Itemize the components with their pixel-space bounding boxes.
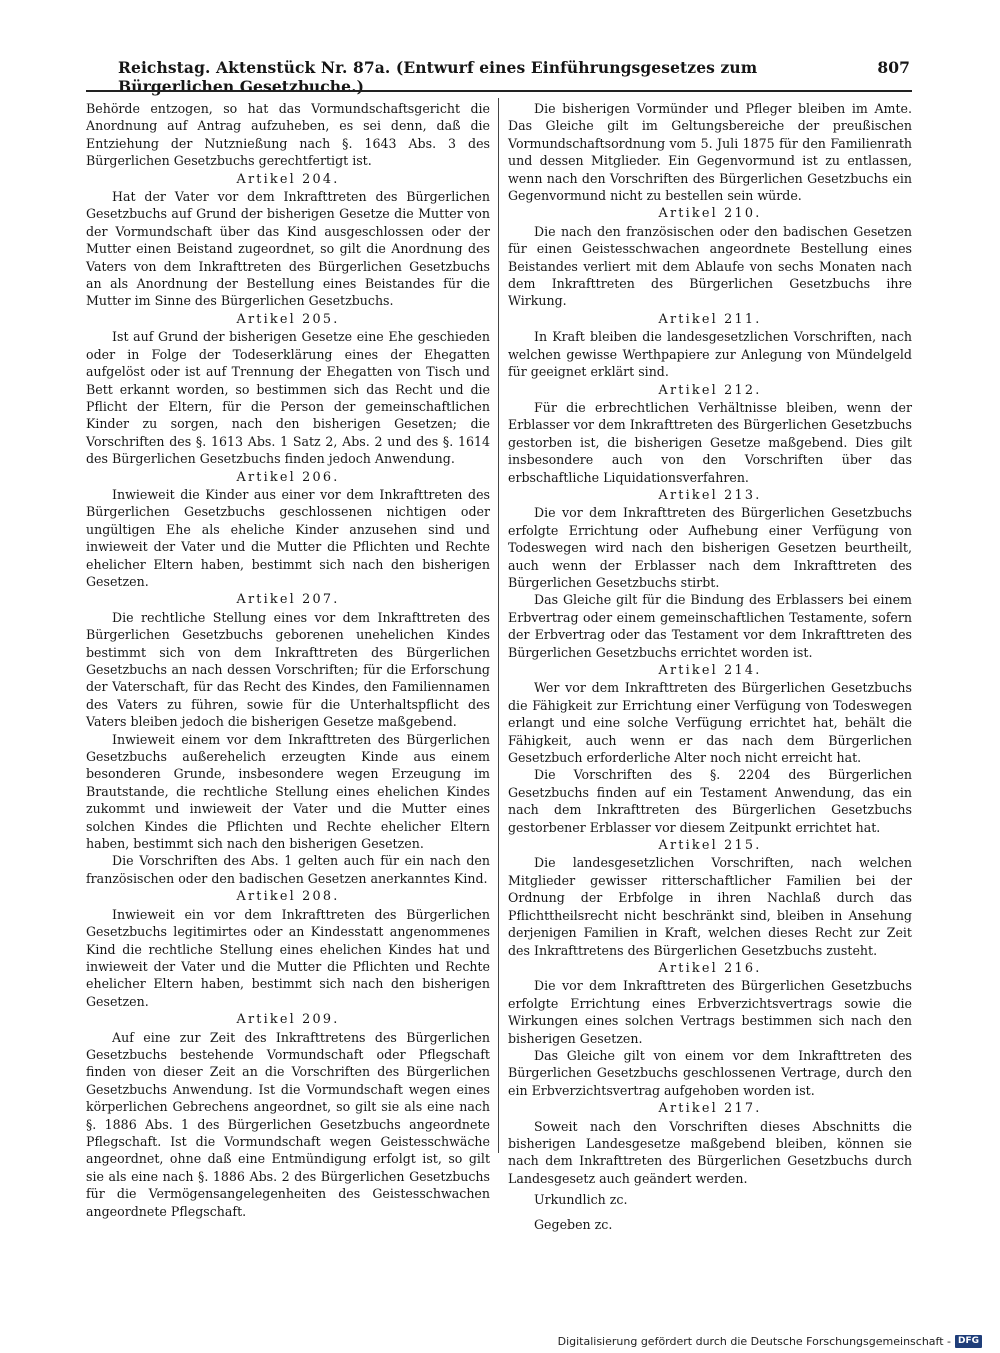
paragraph: Das Gleiche gilt von einem vor dem Inkrafttreten des Bürgerlichen Gesetzbuchs geschlossenen Vertrage, durch den ein Erbverzichtsvertrag aufgehoben worden ist.: [508, 1047, 912, 1098]
article-heading: Artikel 205.: [236, 311, 340, 327]
paragraph: Soweit nach den Vorschriften dieses Abschnitts die bisherigen Landesgesetze maßgebend bleiben, können sie nach dem Inkrafttreten des Bürgerlichen Gesetzbuchs durch Landesgesetz auch geändert werden.: [508, 1118, 912, 1186]
dfg-logo-icon: DFG: [955, 1335, 982, 1348]
page-number: 807: [877, 58, 910, 77]
paragraph: Inwieweit einem vor dem Inkrafttreten des Bürgerlichen Gesetzbuchs außerehelich erzeugten Kinde aus einem besonderen Grunde, insbesondere wegen Erzeugung im Brautstande, die rechtliche Stellung eines ehelichen Kindes zukommt und inwieweit der Vater und die Mutter eines solchen Kindes die Pflichten und Rechte ehelicher Eltern haben, bestimmt sich nach den bisherigen Gesetzen.: [86, 731, 490, 852]
paragraph: Die rechtliche Stellung eines vor dem Inkrafttreten des Bürgerlichen Gesetzbuchs geborenen unehelichen Kindes bestimmt sich von dem Inkrafttreten des Bürgerlichen Gesetzbuchs an nach dessen Vorschriften; für die Erforschung der Vaterschaft, für das Recht des Kindes, den Familiennamen des Vaters zu führen, sowie für die Unterhaltspflicht des Vaters bleiben jedoch die bisherigen Gesetze maßgebend.: [86, 609, 490, 730]
article-heading: Artikel 208.: [236, 889, 340, 905]
article-heading: Artikel 212.: [658, 382, 762, 398]
paragraph: Die bisherigen Vormünder und Pfleger bleiben im Amte. Das Gleiche gilt im Geltungsbereiche der preußischen Vormundschaftsordnung vom 5. Juli 1875 für den Familienrath und dessen Mitglieder. Ein Gegenvormund ist zu entlassen, wenn nach den Vorschriften des Bürgerlichen Gesetzbuchs ein Gegenvormund nicht zu bestellen sein würde.: [508, 101, 912, 204]
paragraph: Ist auf Grund der bisherigen Gesetze eine Ehe geschieden oder in Folge der Todeserklärung eines der Ehegatten aufgelöst oder ist auf Trennung der Ehegatten von Tisch und Bett erkannt worden, so bestimmen sich das Recht und die Pflicht der Eltern, für die Person der gemeinschaftlichen Kinder zu sorgen, nach den bisherigen Gesetzen; die Vorschriften des §. 1613 Abs. 1 Satz 2, Abs. 2 und des §. 1614 des Bürgerlichen Gesetzbuchs finden jedoch Anwendung.: [86, 329, 490, 467]
paragraph: In Kraft bleiben die landesgesetzlichen Vorschriften, nach welchen gewisse Werthpapiere zur Anlegung von Mündelgeld für geeignet erklärt sind.: [508, 329, 912, 380]
paragraph: Die vor dem Inkrafttreten des Bürgerlichen Gesetzbuchs erfolgte Errichtung oder Aufhebung einer Verfügung von Todeswegen wird nach den bisherigen Gesetzen beurtheilt, auch wenn der Erblasser nach dem Inkrafttreten des Bürgerlichen Gesetzbuchs stirbt.: [508, 505, 912, 590]
right-column: [508, 100, 912, 1240]
closing-line-urkundlich: Urkundlich zc.: [534, 1192, 628, 1208]
paragraph: Das Gleiche gilt für die Bindung des Erblassers bei einem Erbvertrag oder einem gemeinschaftlichen Testamente, sofern der Erbvertrag oder das Testament vor dem Inkrafttreten des Bürgerlichen Gesetzbuchs errichtet worden ist.: [508, 592, 912, 660]
paragraph: Die Vorschriften des Abs. 1 gelten auch für ein nach den französischen oder den badischen Gesetzen anerkanntes Kind.: [86, 853, 490, 886]
paragraph: Auf eine zur Zeit des Inkrafttretens des Bürgerlichen Gesetzbuchs bestehende Vormundschaft oder Pflegschaft finden von dieser Zeit an die Vorschriften des Bürgerlichen Gesetzbuchs Anwendung. Ist die Vormundschaft wegen eines körperlichen Gebrechens angeordnet, so gilt sie als eine nach §. 1886 Abs. 1 des Bürgerlichen Gesetzbuchs angeordnete Pflegschaft. Ist die Vormundschaft wegen Geistesschwäche angeordnet, ohne daß eine Entmündigung erfolgt ist, so gilt sie als eine nach §. 1886 Abs. 2 des Bürgerlichen Gesetzbuchs für die Vermögensangelegenheiten des Geistesschwachen angeordnete Pflegschaft.: [86, 1029, 490, 1219]
paragraph: Die nach den französischen oder den badischen Gesetzen für einen Geistesschwachen angeordnete Bestellung eines Beistandes verliert mit dem Ablaufe von sechs Monaten nach dem Inkrafttreten des Bürgerlichen Gesetzbuchs ihre Wirkung.: [508, 223, 912, 309]
article-heading: Artikel 211.: [658, 311, 762, 327]
paragraph: Inwieweit ein vor dem Inkrafttreten des Bürgerlichen Gesetzbuchs legitimirtes oder an Kindesstatt angenommenes Kind die rechtliche Stellung eines ehelichen Kindes hat und inwieweit der Vater und die Mutter die Pflichten und Rechte ehelicher Eltern haben, bestimmt sich nach den bisherigen Gesetzen.: [86, 906, 490, 1009]
paragraph: Die vor dem Inkrafttreten des Bürgerlichen Gesetzbuchs erfolgte Errichtung eines Erbverzichtsvertrags sowie die Wirkungen eines solchen Vertrags bestimmen sich nach den bisherigen Gesetzen.: [508, 978, 912, 1046]
closing-formula: [534, 1191, 912, 1233]
article-heading: Artikel 209.: [236, 1012, 340, 1028]
paragraph: Die Vorschriften des §. 2204 des Bürgerlichen Gesetzbuchs finden auf ein Testament Anwendung, das ein nach dem Inkrafttreten des Bürgerlichen Gesetzbuchs gestorbener Erblasser vor diesem Zeitpunkt errichtet hat.: [508, 767, 912, 835]
article-heading: Artikel 214.: [658, 663, 762, 678]
article-heading: Artikel 204.: [236, 171, 340, 187]
paragraph: Die landesgesetzlichen Vorschriften, nach welchen Mitglieder gewisser ritterschaftlicher Familien bei der Ordnung der Erbfolge in ihren Nachlaß durch das Pflichttheilsrecht nicht beschränkt sind, bleiben in Ansehung derjenigen Familien in Kraft, welchen dieses Recht zur Zeit des Inkrafttretens des Bürgerlichen Gesetzbuchs zusteht.: [508, 855, 912, 958]
left-column: [86, 100, 490, 1220]
paragraph: Inwieweit die Kinder aus einer vor dem Inkrafttreten des Bürgerlichen Gesetzbuchs geschlossenen nichtigen oder ungültigen Ehe als eheliche Kinder anzusehen sind und inwieweit der Vater und die Mutter die Pflichten und Rechte ehelicher Eltern haben, bestimmt sich nach den bisherigen Gesetzen.: [86, 486, 490, 589]
article-heading: Artikel 207.: [236, 592, 340, 608]
article-heading: Artikel 213.: [658, 487, 762, 503]
paragraph: Hat der Vater vor dem Inkrafttreten des Bürgerlichen Gesetzbuchs auf Grund der bisherigen Gesetze die Mutter von der Vormundschaft über das Kind ausgeschlossen oder der Mutter einen Beistand zugeordnet, so gilt die Anordnung des Vaters von dem Inkrafttreten des Bürgerlichen Gesetzbuchs an als Anordnung der Bestellung eines Beistandes für die Mutter im Sinne des Bürgerlichen Gesetzbuchs.: [86, 189, 490, 309]
column-divider: [498, 98, 499, 1153]
page-header-title: Reichstag. Aktenstück Nr. 87a. (Entwurf eines Einführungsgesetzes zum Bürgerlichen Gesetzbuche.): [118, 58, 758, 96]
header-rule: [86, 90, 912, 92]
paragraph: Behörde entzogen, so hat das Vormundschaftsgericht die Anordnung auf Antrag aufzuheben, es sei denn, daß die Entziehung der Nutznießung nach §. 1643 Abs. 3 des Bürgerlichen Gesetzbuchs gerechtfertigt ist.: [86, 101, 490, 169]
article-heading: Artikel 206.: [236, 469, 340, 485]
article-heading: Artikel 217.: [658, 1101, 762, 1117]
article-heading: Artikel 216.: [658, 960, 762, 976]
footer-credit: [558, 1335, 982, 1348]
article-heading: Artikel 215.: [658, 838, 762, 854]
article-heading: Artikel 210.: [658, 206, 762, 222]
footer-text: Digitalisierung gefördert durch die Deutsche Forschungsgemeinschaft -: [557, 1335, 951, 1348]
closing-line-gegeben: Gegeben zc.: [534, 1216, 613, 1232]
paragraph: Für die erbrechtlichen Verhältnisse bleiben, wenn der Erblasser vor dem Inkrafttreten des Bürgerlichen Gesetzbuchs gestorben ist, die bisherigen Gesetze maßgebend. Dies gilt insbesondere auch von den Vorschriften über das erbschaftliche Liquidationsverfahren.: [508, 399, 912, 485]
page-header: [118, 58, 910, 96]
paragraph: Wer vor dem Inkrafttreten des Bürgerlichen Gesetzbuchs die Fähigkeit zur Errichtung einer Verfügung von Todeswegen erlangt und eine solche Verfügung errichtet hat, behält die Fähigkeit, auch wenn er das nach dem Bürgerlichen Gesetzbuch erforderliche Alter noch nicht erreicht hat.: [508, 680, 912, 766]
